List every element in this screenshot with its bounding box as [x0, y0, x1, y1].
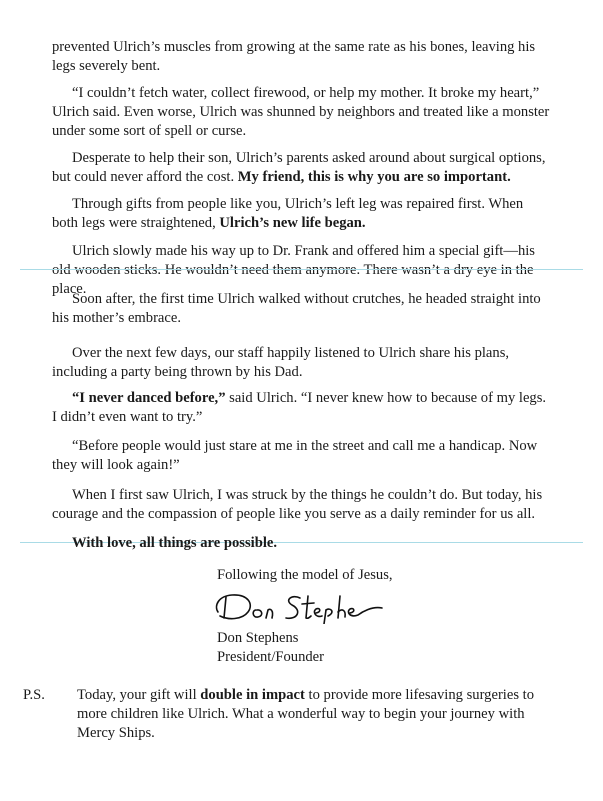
paragraph-11: [52, 534, 552, 553]
paragraph-10: [52, 486, 552, 524]
paragraph-8-text: said Ulrich. “I never knew how to because of my legs. I didn’t even want to try.”: [52, 390, 547, 425]
paragraph-8: [52, 389, 552, 427]
divider-rule: [20, 269, 583, 270]
paragraph-2: [52, 84, 552, 141]
paragraph-1: [52, 38, 552, 76]
signer-name: Don Stephens: [217, 630, 299, 646]
closing-salutation: Following the model of Jesus,: [217, 567, 393, 583]
paragraph-10-text: When I first saw Ulrich, I was struck by the things he couldn’t do. But today, his courage and the compassion of people like you serve as a daily reminder for us all.: [52, 487, 543, 522]
paragraph-2-text: “I couldn’t fetch water, collect firewood, or help my mother. It broke my heart,” Ulrich said. Even worse, Ulrich was shunned by neighbors and treated like a monster under some sort of spell or curse.: [52, 85, 550, 139]
paragraph-9: [52, 437, 552, 475]
ps-text-before: Today, your gift will: [77, 687, 201, 703]
paragraph-1-text: prevented Ulrich’s muscles from growing at the same rate as his bones, leaving his legs severely bent.: [52, 39, 536, 74]
paragraph-3: [52, 149, 552, 187]
signature-image: [212, 588, 392, 624]
paragraph-4-bold: Ulrich’s new life began.: [219, 215, 366, 231]
ps-text-after: to provide more lifesaving surgeries to more children like Ulrich. What a wonderful way to begin your journey with Mercy Ships.: [77, 687, 535, 741]
postscript: [23, 686, 555, 743]
paragraph-4: [52, 195, 552, 233]
paragraph-8-bold: “I never danced before,”: [72, 390, 226, 406]
paragraph-11-bold: With love, all things are possible.: [72, 535, 278, 551]
paragraph-3-bold: My friend, this is why you are so important.: [237, 169, 511, 185]
paragraph-3-text: Desperate to help their son, Ulrich’s parents asked around about surgical options, but could never afford the cost.: [52, 150, 546, 185]
signer-title: President/Founder: [217, 649, 325, 665]
paragraph-6-text: Soon after, the first time Ulrich walked without crutches, he headed straight into his mother’s embrace.: [52, 291, 541, 326]
paragraph-7-text: Over the next few days, our staff happily listened to Ulrich share his plans, including a party being thrown by his Dad.: [52, 345, 510, 380]
ps-label: P.S.: [23, 687, 45, 703]
paragraph-4-text: Through gifts from people like you, Ulrich’s left leg was repaired first. When both legs were straightened,: [52, 196, 524, 231]
paragraph-6: [52, 290, 552, 328]
ps-bold: double in impact: [200, 687, 305, 703]
paragraph-9-text: “Before people would just stare at me in the street and call me a handicap. Now they will look again!”: [52, 438, 538, 473]
paragraph-7: [52, 344, 552, 382]
paragraph-5-text: Ulrich slowly made his way up to Dr. Frank and offered him a special gift—his old wooden sticks. He wouldn’t need them anymore. There wasn’t a dry eye in the place.: [52, 243, 535, 297]
